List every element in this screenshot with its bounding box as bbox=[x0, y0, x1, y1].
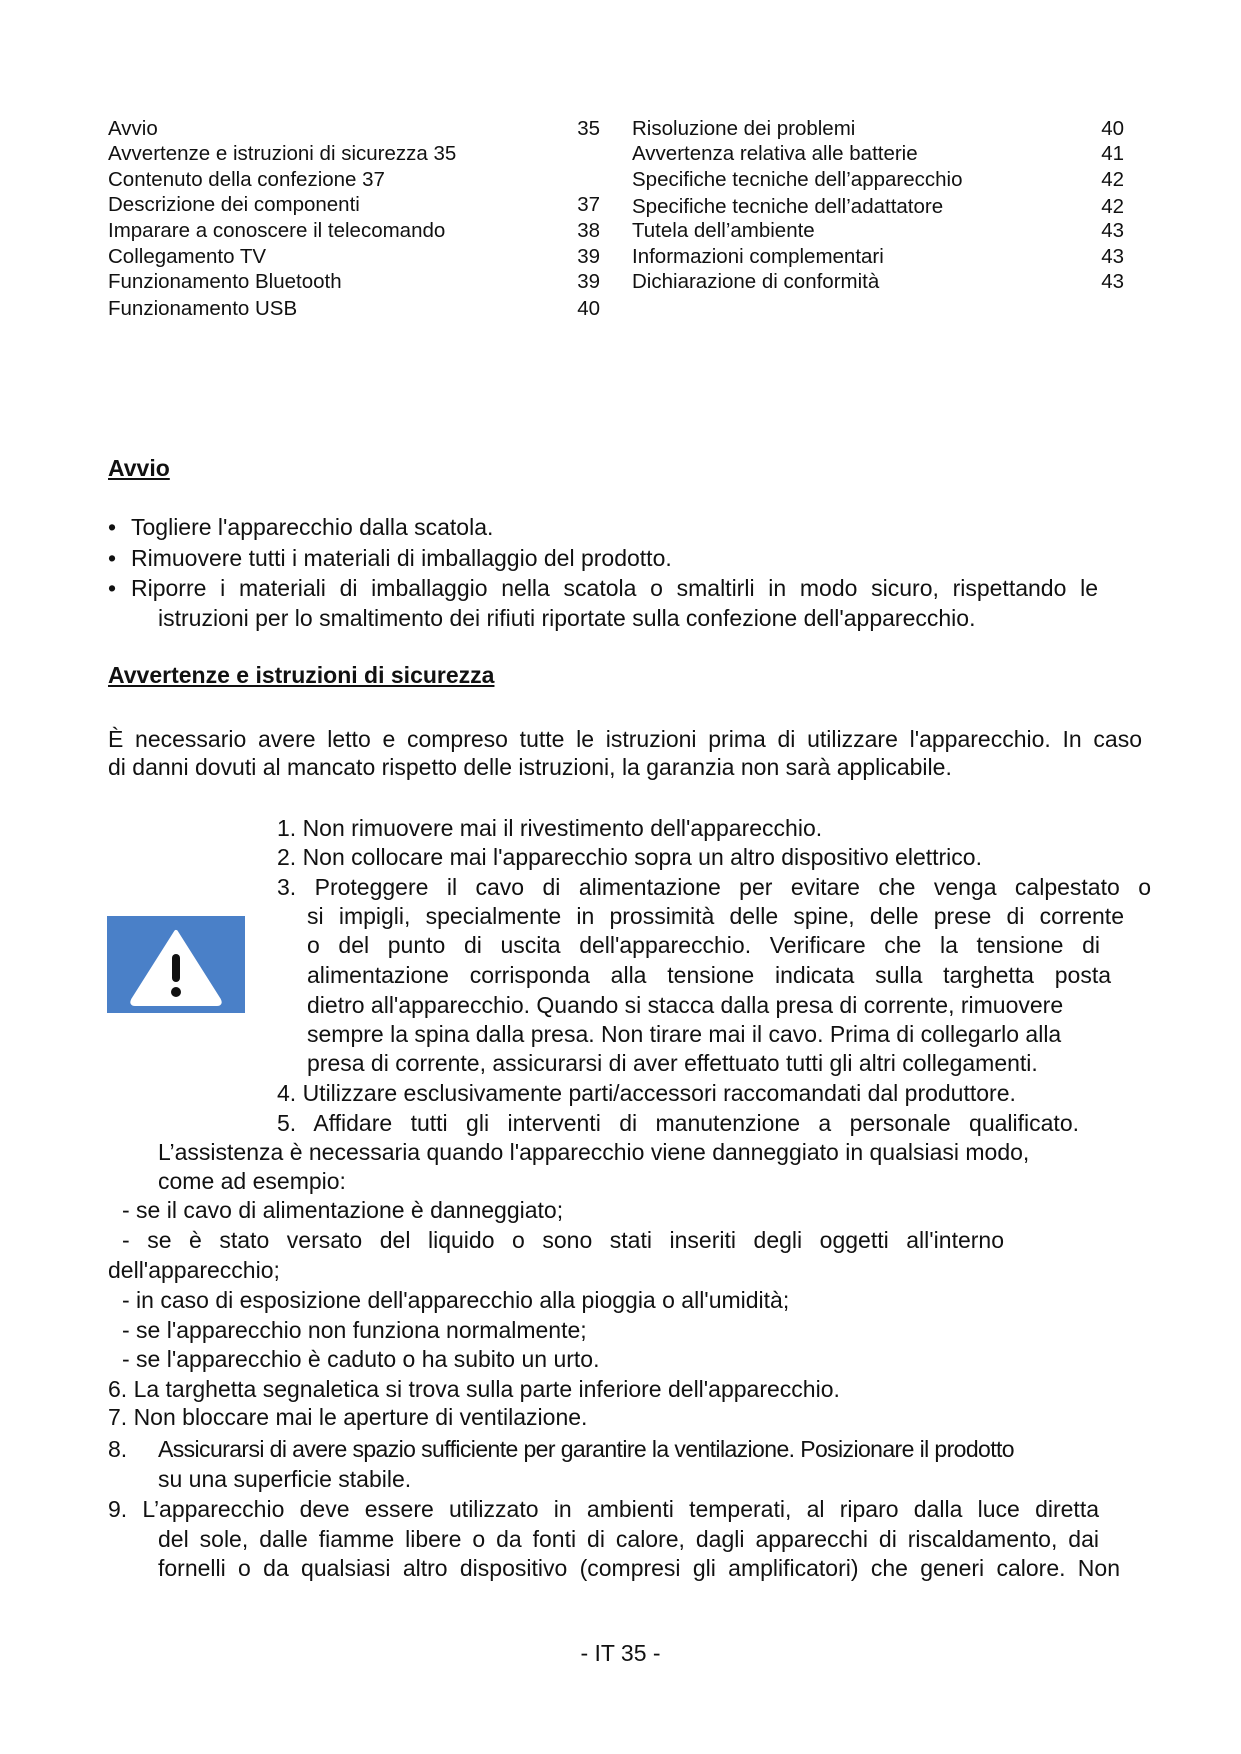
safety-item-4: 4. Utilizzare esclusivamente parti/accessori raccomandati dal produttore. bbox=[277, 1080, 1016, 1106]
toc-left-page-6: 39 bbox=[577, 270, 600, 293]
safety-item-3-cont: sempre la spina dalla presa. Non tirare mai il cavo. Prima di collegarlo alla bbox=[307, 1021, 1062, 1047]
toc-left-title-7[interactable]: Funzionamento USB bbox=[108, 297, 298, 320]
bullet-marker: • bbox=[108, 514, 117, 540]
safety-sub-item: - se l'apparecchio è caduto o ha subito un urto. bbox=[122, 1346, 600, 1372]
avvio-bullet-2-cont: istruzioni per lo smaltimento dei rifiuti riportate sulla confezione dell'apparecchio. bbox=[158, 605, 976, 631]
avvio-bullet-0: Togliere l'apparecchio dalla scatola. bbox=[131, 514, 494, 540]
toc-right-page-5: 43 bbox=[1101, 245, 1124, 268]
bullet-marker: • bbox=[108, 545, 117, 571]
toc-left-title-1[interactable]: Avvertenze e istruzioni di sicurezza 35 bbox=[108, 142, 457, 165]
toc-left-title-4[interactable]: Imparare a conoscere il telecomando bbox=[108, 219, 446, 242]
toc-left-page-4: 38 bbox=[577, 219, 600, 242]
toc-left-page-5: 39 bbox=[577, 245, 600, 268]
safety-sub-item: - se l'apparecchio non funziona normalmente; bbox=[122, 1317, 587, 1343]
safety-intro-0: È necessario avere letto e compreso tutte le istruzioni prima di utilizzare l'apparecchio. In caso bbox=[108, 726, 1142, 752]
safety-item-5-cont: come ad esempio: bbox=[158, 1168, 346, 1194]
toc-right-page-0: 40 bbox=[1101, 117, 1124, 140]
toc-right-title-6[interactable]: Dichiarazione di conformità bbox=[632, 270, 880, 293]
toc-right-page-1: 41 bbox=[1101, 142, 1124, 165]
safety-item-5-cont: L’assistenza è necessaria quando l'apparecchio viene danneggiato in qualsiasi modo, bbox=[158, 1139, 1030, 1165]
toc-left-title-3[interactable]: Descrizione dei componenti bbox=[108, 193, 360, 216]
toc-left-page-3: 37 bbox=[577, 193, 600, 216]
safety-sub-item: - in caso di esposizione dell'apparecchio alla pioggia o all'umidità; bbox=[122, 1287, 790, 1313]
toc-right-title-4[interactable]: Tutela dell’ambiente bbox=[632, 219, 815, 242]
safety-item-8-number: 8. bbox=[108, 1436, 128, 1462]
safety-item-3-cont: si impigli, specialmente in prossimità delle spine, delle prese di corrente bbox=[307, 903, 1124, 929]
toc-right-page-3: 42 bbox=[1101, 195, 1124, 218]
toc-right-page-4: 43 bbox=[1101, 219, 1124, 242]
toc-left-page-0: 35 bbox=[577, 117, 600, 140]
warning-triangle-icon bbox=[107, 916, 245, 1013]
toc-left-page-7: 40 bbox=[577, 297, 600, 320]
toc-left-title-0[interactable]: Avvio bbox=[108, 117, 158, 140]
heading-safety: Avvertenze e istruzioni di sicurezza bbox=[108, 662, 495, 688]
safety-item-9-cont: fornelli o da qualsiasi altro dispositivo (compresi gli amplificatori) che generi calore. Non bbox=[158, 1555, 1120, 1581]
toc-right-title-5[interactable]: Informazioni complementari bbox=[632, 245, 884, 268]
toc-left-title-6[interactable]: Funzionamento Bluetooth bbox=[108, 270, 342, 293]
safety-item-8-cont: su una superficie stabile. bbox=[158, 1466, 412, 1492]
safety-item-9: 9. L’apparecchio deve essere utilizzato in ambienti temperati, al riparo dalla luce diretta bbox=[108, 1496, 1099, 1522]
avvio-bullet-2: Riporre i materiali di imballaggio nella scatola o smaltirli in modo sicuro, rispettando le bbox=[131, 575, 1098, 601]
toc-left-title-5[interactable]: Collegamento TV bbox=[108, 245, 267, 268]
safety-item-8: Assicurarsi di avere spazio sufficiente per garantire la ventilazione. Posizionare il prodotto bbox=[158, 1436, 1014, 1462]
safety-item-3-cont: alimentazione corrisponda alla tensione indicata sulla targhetta posta bbox=[307, 962, 1111, 988]
toc-left-title-2[interactable]: Contenuto della confezione 37 bbox=[108, 168, 385, 191]
safety-item-5: 5. Affidare tutti gli interventi di manutenzione a personale qualificato. bbox=[277, 1110, 1079, 1136]
toc-right-page-2: 42 bbox=[1101, 168, 1124, 191]
bullet-marker: • bbox=[108, 575, 117, 601]
safety-item-3-cont: presa di corrente, assicurarsi di aver effettuato tutti gli altri collegamenti. bbox=[307, 1050, 1038, 1076]
safety-item-3-cont: o del punto di uscita dell'apparecchio. Verificare che la tensione di bbox=[307, 932, 1100, 958]
heading-avvio: Avvio bbox=[108, 455, 170, 481]
page-number: - IT 35 - bbox=[580, 1640, 661, 1666]
safety-sub-item: - se il cavo di alimentazione è danneggiato; bbox=[122, 1197, 564, 1223]
toc-right-title-2[interactable]: Specifiche tecniche dell’apparecchio bbox=[632, 168, 963, 191]
toc-right-title-3[interactable]: Specifiche tecniche dell’adattatore bbox=[632, 195, 944, 218]
safety-item-1: 1. Non rimuovere mai il rivestimento dell'apparecchio. bbox=[277, 815, 823, 841]
safety-intro-1: di danni dovuti al mancato rispetto delle istruzioni, la garanzia non sarà applicabile. bbox=[108, 754, 952, 780]
safety-sub-item: - se è stato versato del liquido o sono stati inseriti degli oggetti all'interno bbox=[122, 1227, 1004, 1253]
safety-item-9-cont: del sole, dalle fiamme libere o da fonti di calore, dagli apparecchi di riscaldamento, dai bbox=[158, 1526, 1099, 1552]
avvio-bullet-1: Rimuovere tutti i materiali di imballaggio del prodotto. bbox=[131, 545, 672, 571]
safety-sub-item-cont: dell'apparecchio; bbox=[108, 1257, 280, 1283]
safety-item-3: 3. Proteggere il cavo di alimentazione per evitare che venga calpestato o bbox=[277, 874, 1151, 900]
safety-item-6: 6. La targhetta segnaletica si trova sulla parte inferiore dell'apparecchio. bbox=[108, 1376, 840, 1402]
safety-item-2: 2. Non collocare mai l'apparecchio sopra un altro dispositivo elettrico. bbox=[277, 844, 982, 870]
toc-right-page-6: 43 bbox=[1101, 270, 1124, 293]
toc-right-title-1[interactable]: Avvertenza relativa alle batterie bbox=[632, 142, 918, 165]
safety-item-7: 7. Non bloccare mai le aperture di ventilazione. bbox=[108, 1404, 588, 1430]
toc-right-title-0[interactable]: Risoluzione dei problemi bbox=[632, 117, 856, 140]
safety-item-3-cont: dietro all'apparecchio. Quando si stacca dalla presa di corrente, rimuovere bbox=[307, 992, 1064, 1018]
